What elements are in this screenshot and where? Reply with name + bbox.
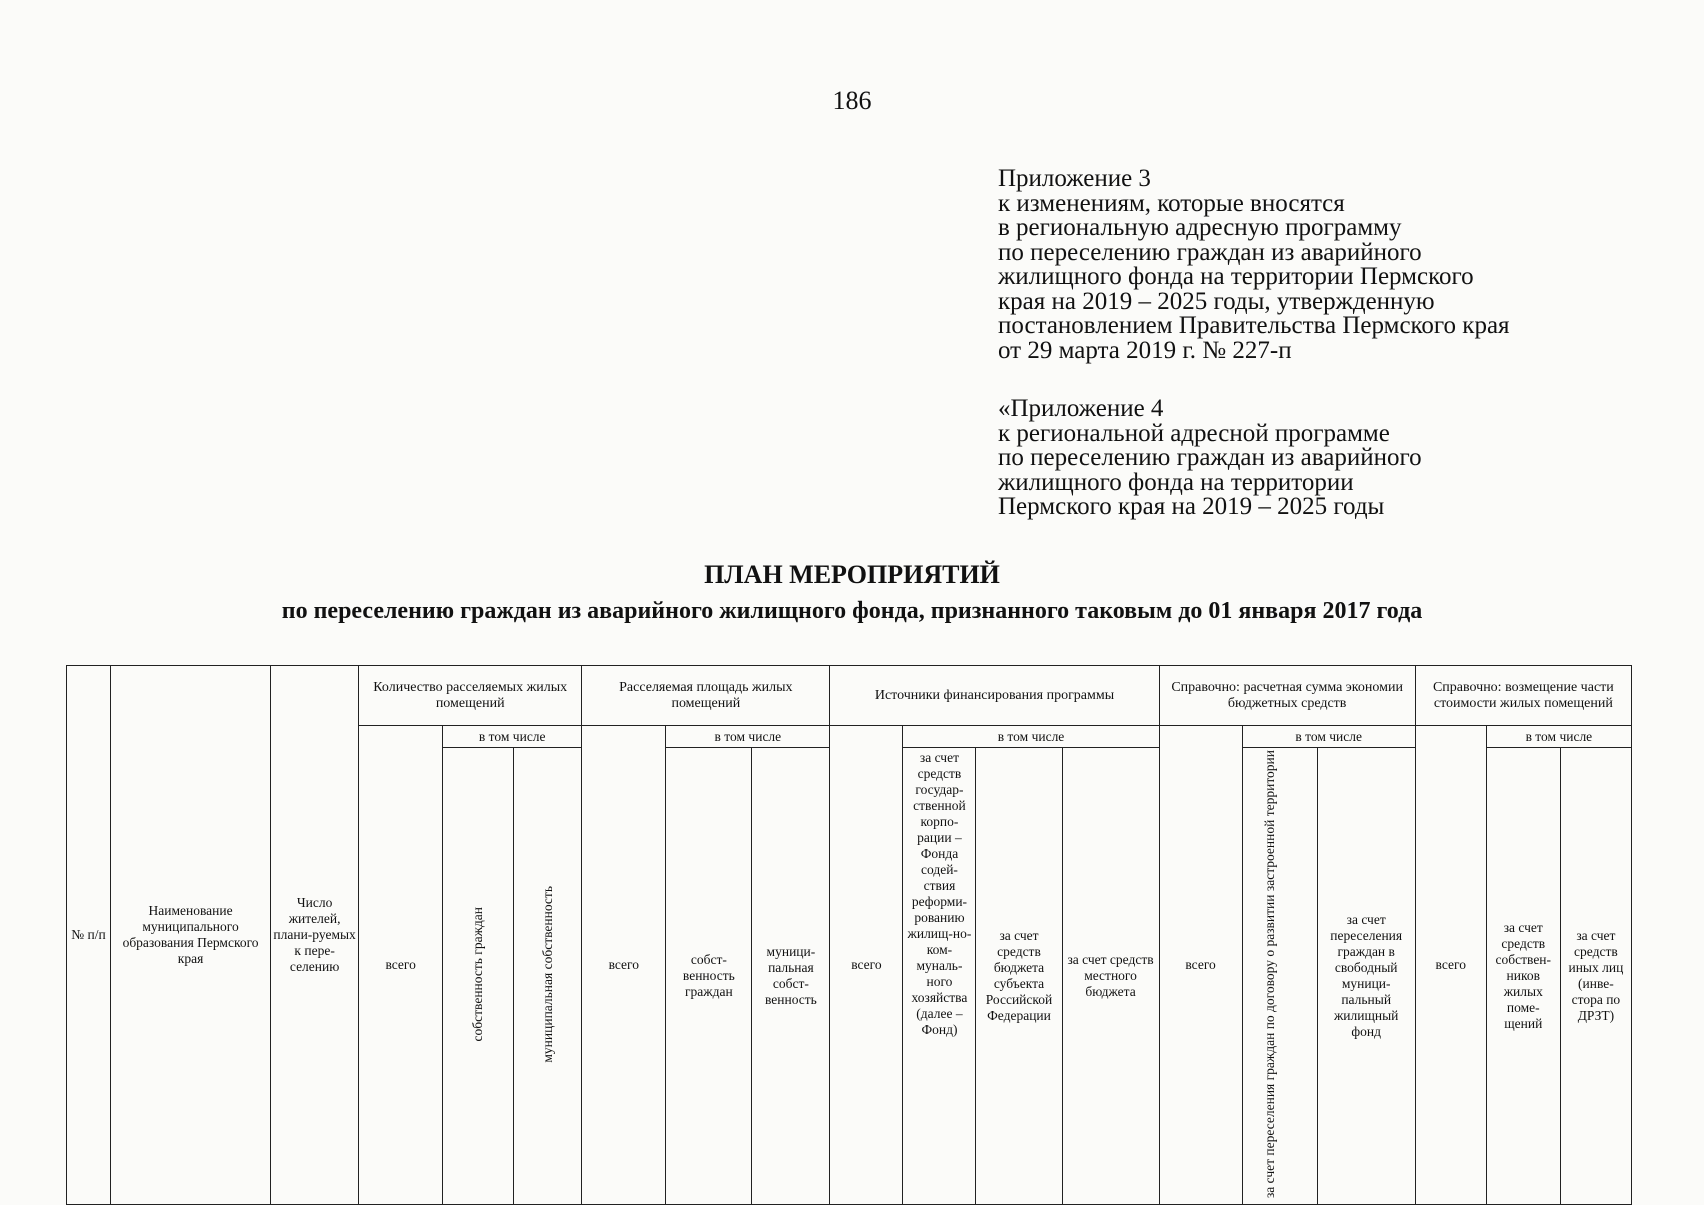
area-private: собст-венность граждан: [666, 748, 752, 1205]
quantity-in-total: в том числе: [443, 726, 582, 748]
savings-territory: [1242, 748, 1317, 1205]
annex-line: постановлением Правительства Пермского края: [998, 312, 1510, 339]
header-compensation: Справочно: возмещение части стоимости жилых помещений: [1415, 666, 1631, 726]
plan-table: [66, 665, 1632, 1205]
header-residents: Число жителей, плани-руемых к пере-селению: [271, 666, 359, 1205]
header-quantity: Количество расселяемых жилых помещений: [359, 666, 582, 726]
plan-title: ПЛАН МЕРОПРИЯТИЙ: [704, 560, 1000, 589]
savings-total: всего: [1159, 726, 1242, 1205]
annex-line: «Приложение 4: [998, 395, 1164, 422]
annex-line: к региональной адресной программе: [998, 419, 1390, 447]
annex-line: по переселению граждан из аварийного: [998, 444, 1422, 471]
annex-4-header: [998, 397, 1422, 520]
header-sources: Источники финансирования программы: [830, 666, 1159, 726]
sources-total: всего: [830, 726, 903, 1205]
area-total: всего: [582, 726, 666, 1205]
header-num: № п/п: [67, 666, 111, 1205]
quantity-total: всего: [359, 726, 443, 1205]
annex-line: края на 2019 – 2025 годы, утвержденную: [998, 287, 1435, 315]
page-number: 186: [832, 86, 872, 115]
savings-territory-label: за счет переселения граждан по договору о развитии застроенной территории: [1261, 750, 1277, 1199]
quantity-municipal: [514, 748, 582, 1205]
annex-line: к изменениям, которые вносятся: [998, 189, 1345, 217]
area-municipal: муници-пальная собст-венность: [752, 748, 830, 1205]
compensation-owners: за счет средств собствен-ников жилых поме-щений: [1486, 748, 1560, 1205]
source-fund: за счет средств государ-ственной корпо-рации – Фонда содей-ствия реформи-рованию жилищ-но-ком-муналь-ного хозяйства (далее – Фонд): [903, 748, 976, 1205]
annex-line: по переселению граждан из аварийного: [998, 238, 1422, 266]
source-regional-budget: за счет средств бюджета субъекта Российской Федерации: [976, 748, 1062, 1205]
annex-3-header: [998, 167, 1510, 363]
header-municipality: Наименование муниципального образования Пермского края: [111, 666, 271, 1205]
compensation-investors: за счет средств иных лиц (инве-стора по ДРЗТ): [1560, 748, 1631, 1205]
quantity-private: [443, 748, 514, 1205]
compensation-in-total: в том числе: [1486, 726, 1631, 748]
sources-in-total: в том числе: [903, 726, 1159, 748]
header-savings: Справочно: расчетная сумма экономии бюджетных средств: [1159, 666, 1415, 726]
quantity-municipal-label: муниципальная собственность: [539, 885, 555, 1063]
source-local-budget: за счет средств местного бюджета: [1062, 748, 1159, 1205]
annex-line: Пермского края на 2019 – 2025 годы: [998, 493, 1385, 520]
annex-line: Приложение 3: [998, 165, 1151, 192]
header-area: Расселяемая площадь жилых помещений: [582, 666, 830, 726]
savings-free-fund: за счет переселения граждан в свободный муници-пальный жилищный фонд: [1317, 748, 1415, 1205]
plan-subtitle: по переселению граждан из аварийного жилищного фонда, признанного таковым до 01 января 2017 года: [281, 598, 1423, 624]
annex-line: в региональную адресную программу: [998, 214, 1402, 241]
compensation-total: всего: [1415, 726, 1486, 1205]
annex-line: жилищного фонда на территории Пермского: [998, 263, 1474, 290]
area-in-total: в том числе: [666, 726, 830, 748]
savings-in-total: в том числе: [1242, 726, 1415, 748]
quantity-private-label: собственность граждан: [470, 906, 486, 1042]
annex-line: жилищного фонда на территории: [998, 468, 1354, 496]
annex-line: от 29 марта 2019 г. № 227-п: [998, 336, 1292, 364]
